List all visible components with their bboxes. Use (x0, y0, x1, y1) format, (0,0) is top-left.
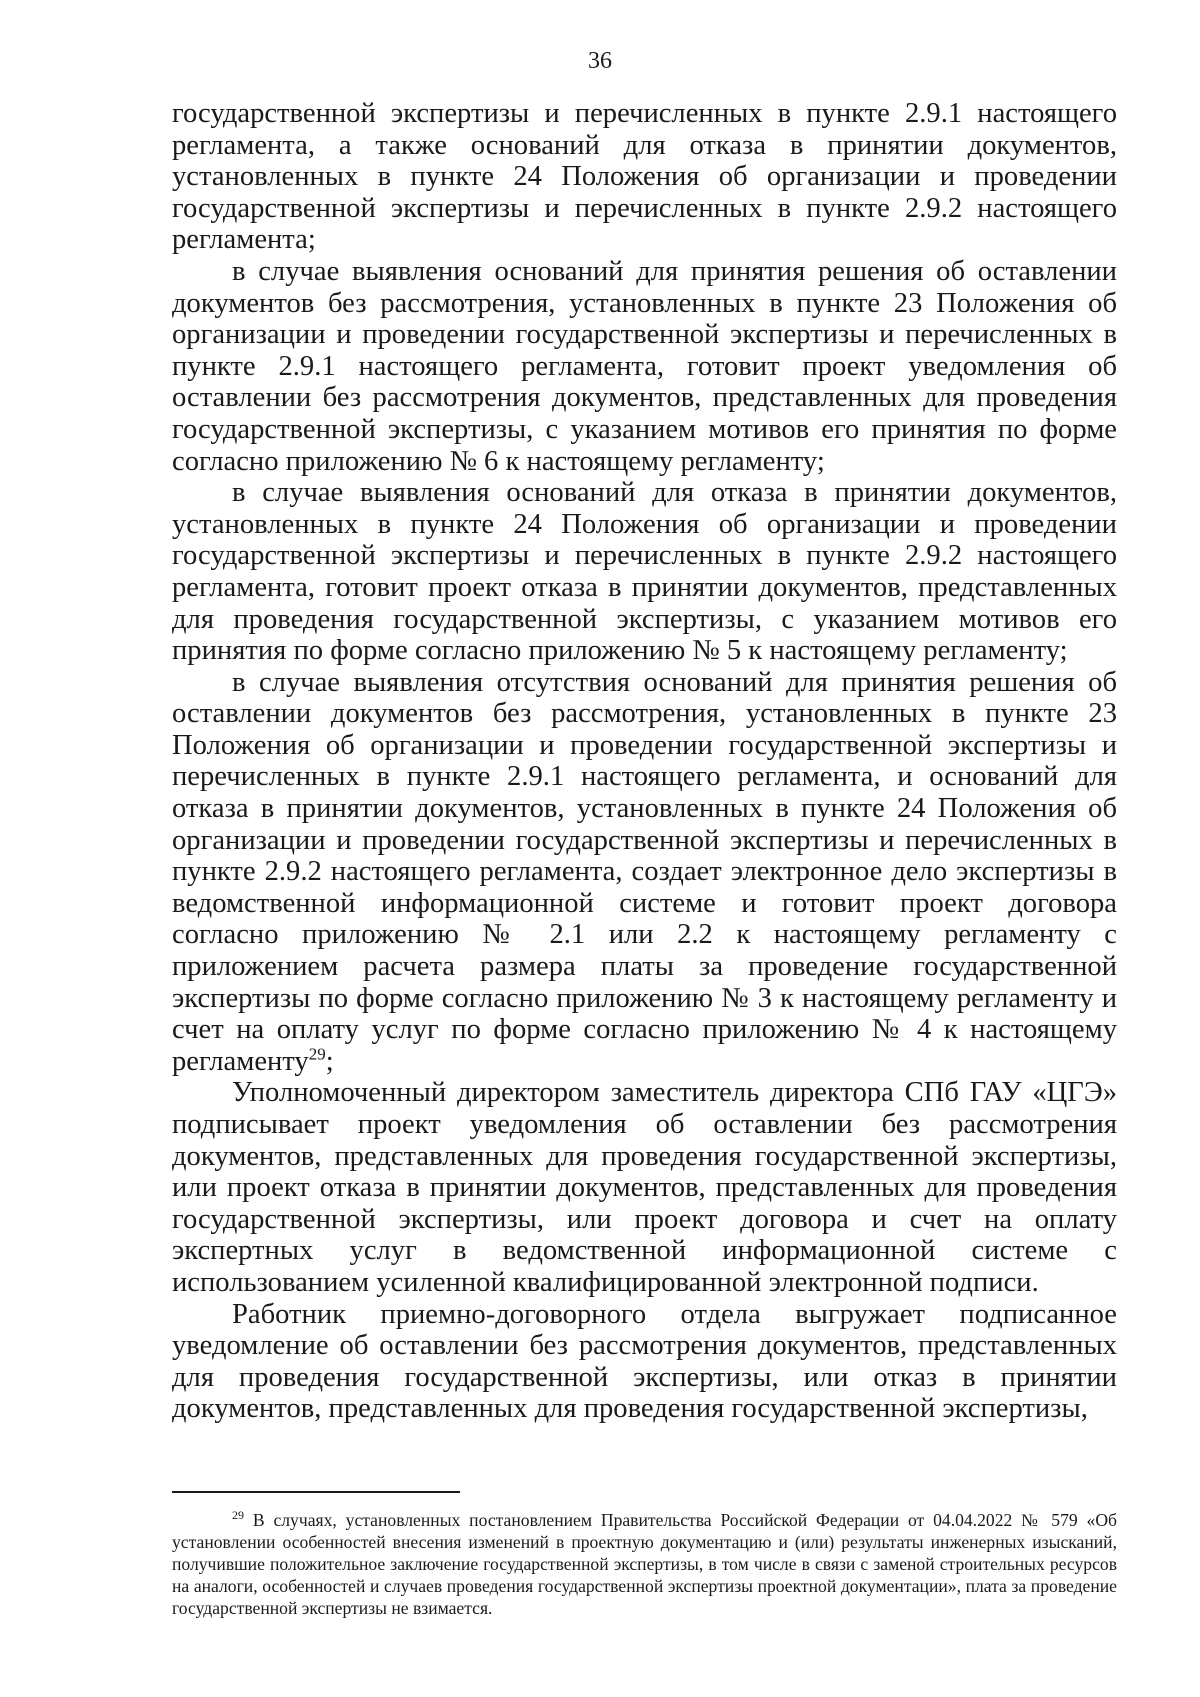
paragraph-no-grounds-end: ; (325, 1045, 334, 1077)
paragraph-no-grounds-text: в случае выявления отсутствия оснований для принятия решения об оставлении документов без рассмотрения, установленных в пункте 23 Положения об организации и проведении государственной экспертизы и перечисленных в пункте 2.9.1 настоящего регламента, и оснований для отказа в принятии документов, установленных в пункте 24 Положения об организации и проведении государственной экспертизы и перечисленных в пункте 2.9.2 настоящего регламента, создает электронное дело экспертизы в ведомственной информационной системе и готовит проект договора согласно приложению № 2.1 или 2.2 к настоящему регламенту с приложением расчета размера платы за проведение государственной экспертизы по форме согласно приложению № 3 к настоящему регламенту и счет на оплату услуг по форме согласно приложению № 4 к настоящему регламенту (172, 666, 1117, 1077)
footnote-paragraph (172, 1509, 1117, 1619)
paragraph-signing: Уполномоченный директором заместитель директора СПб ГАУ «ЦГЭ» подписывает проект уведомления об оставлении без рассмотрения документов, представленных для проведения государственной экспертизы, или проект отказа в принятии документов, представленных для проведения государственной экспертизы, или проект договора и счет на оплату экспертных услуг в ведомственной информационной системе с использованием усиленной квалифицированной электронной подписи. (172, 1077, 1117, 1298)
paragraph-continuation: государственной экспертизы и перечисленных в пункте 2.9.1 настоящего регламента, а также оснований для отказа в принятии документов, установленных в пункте 24 Положения об организации и проведении государственной экспертизы и перечисленных в пункте 2.9.2 настоящего регламента; (172, 98, 1117, 256)
page-number: 36 (588, 48, 612, 74)
paragraph-leave-without-review: в случае выявления оснований для принятия решения об оставлении документов без рассмотрения, установленных в пункте 23 Положения об организации и проведении государственной экспертизы и перечисленных в пункте 2.9.1 настоящего регламента, готовит проект уведомления об оставлении без рассмотрения документов, представленных для проведения государственной экспертизы, с указанием мотивов его принятия по форме согласно приложению № 6 к настоящему регламенту; (172, 255, 1117, 477)
footnote-divider (172, 1491, 460, 1493)
footnote-marker: 29 (232, 1508, 244, 1523)
paragraph-refusal: в случае выявления оснований для отказа в принятии документов, установленных в пункте 24 Положения об организации и проведении государственной экспертизы и перечисленных в пункте 2.9.2 настоящего регламента, готовит проект отказа в принятии документов, представленных для проведения государственной экспертизы, с указанием мотивов его принятия по форме согласно приложению № 5 к настоящему регламенту; (172, 477, 1117, 667)
paragraph-upload: Работник приемно-договорного отдела выгружает подписанное уведомление об оставлении без рассмотрения документов, представленных для проведения государственной экспертизы, или отказ в принятии документов, представленных для проведения государственной экспертизы, (172, 1298, 1117, 1425)
footnote (172, 1509, 1117, 1619)
footnote-text: В случаях, установленных постановлением Правительства Российской Федерации от 04.04.2022 № 579 «Об установлении особенностей внесения изменений в проектную документацию и (или) результаты инженерных изысканий, получившие положительное заключение государственной экспертизы, в том числе в связи с заменой строительных ресурсов на аналоги, особенностей и случаев проведения государственной экспертизы проектной документации», плата за проведение государственной экспертизы не взимается. (172, 1510, 1117, 1618)
paragraph-no-grounds (172, 667, 1117, 1078)
footnote-reference[interactable]: 29 (308, 1044, 326, 1064)
document-body (172, 98, 1117, 1425)
